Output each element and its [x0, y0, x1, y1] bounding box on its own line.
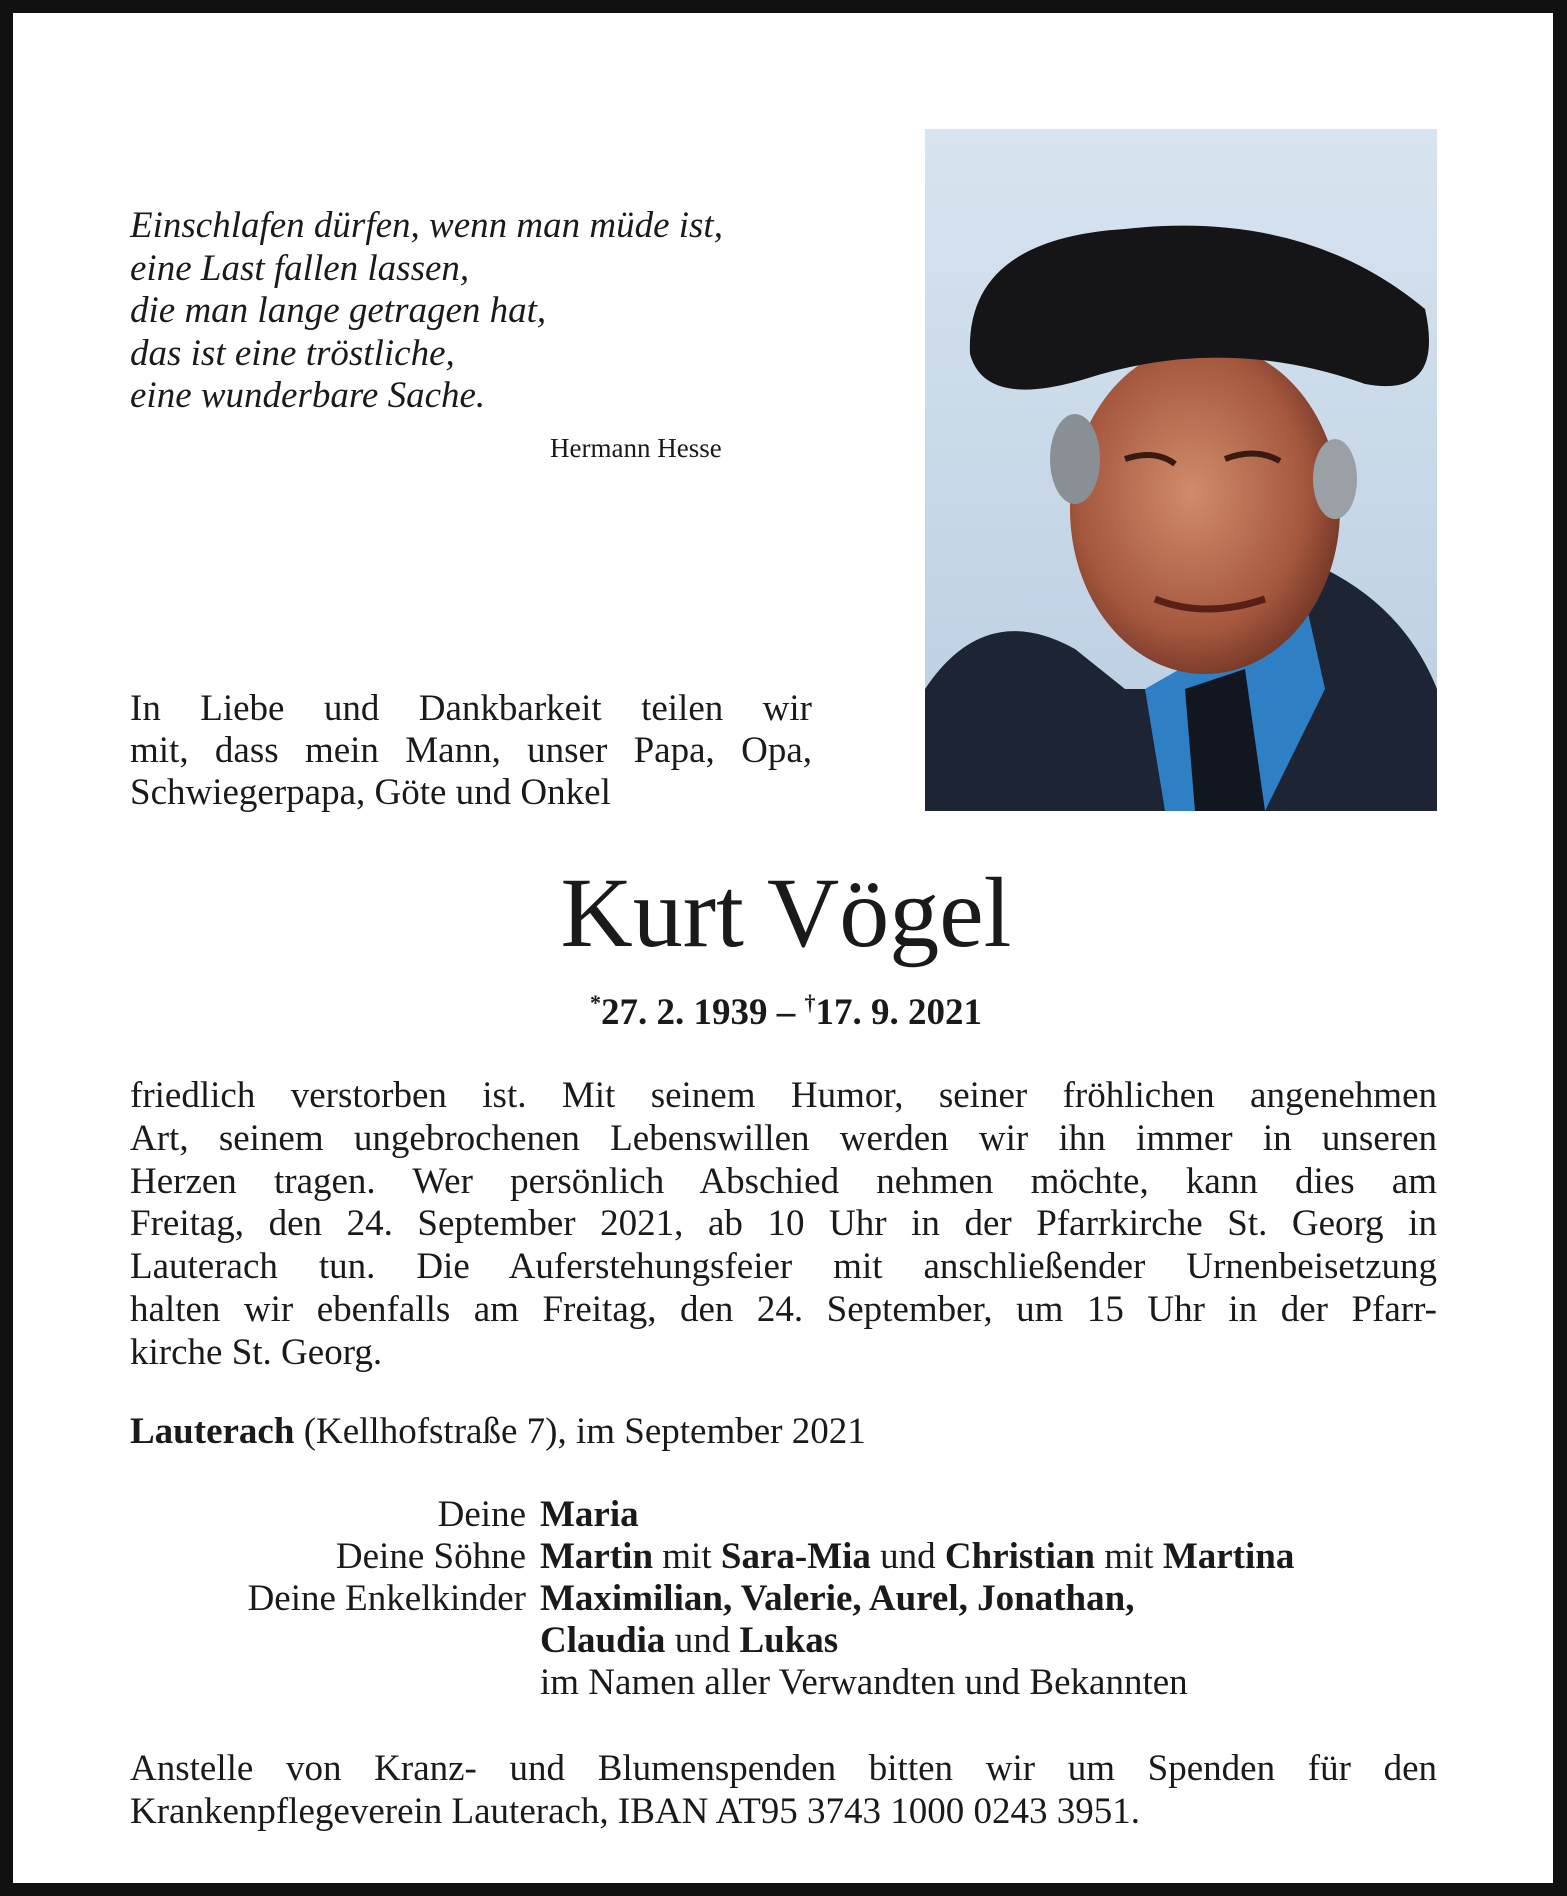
note-line: Anstelle von Kranz- und Blumenspenden bitten wir um Spenden für den — [130, 1748, 1437, 1789]
family-label: Deine Enkelkinder — [247, 1578, 526, 1619]
family-row — [130, 1662, 1294, 1704]
family-label: Deine Söhne — [335, 1536, 526, 1577]
family-names — [540, 1536, 1294, 1578]
intro-line: In Liebe und Dankbarkeit teilen wir — [130, 688, 812, 729]
life-dates — [0, 990, 1567, 1034]
quote-line: eine wunderbare Sache. — [130, 375, 486, 416]
connector-text: und — [665, 1620, 740, 1661]
quote-author: Hermann Hesse — [550, 433, 722, 463]
note-line: Krankenpflegeverein Lauterach, IBAN AT95 3743 1000 0243 3951. — [130, 1790, 1141, 1832]
family-member-name: Maria — [540, 1494, 639, 1535]
family-names — [540, 1494, 639, 1536]
family-label: Deine — [437, 1494, 526, 1535]
deceased-name: Kurt Vögel — [560, 857, 1012, 968]
family-member-name: Sara-Mia — [720, 1536, 871, 1577]
family-names — [540, 1578, 1134, 1620]
family-member-name: Christian — [944, 1536, 1095, 1577]
quote — [130, 205, 723, 418]
death-date: 17. 9. 2021 — [815, 992, 982, 1033]
birth-date: 27. 2. 1939 — [601, 992, 768, 1033]
family-member-name: Martin — [540, 1536, 654, 1577]
family-member-name: Claudia — [540, 1620, 666, 1661]
intro-text — [130, 688, 812, 814]
connector-text: mit — [1094, 1536, 1163, 1577]
family-names — [540, 1662, 1188, 1704]
quote-line: Einschlafen dürfen, wenn man müde ist, — [130, 205, 723, 246]
quote-line: die man lange getragen hat, — [130, 290, 547, 331]
family-names — [540, 1620, 838, 1662]
family-row — [130, 1578, 1294, 1620]
portrait-photo — [925, 129, 1437, 811]
family-member-name: Martina — [1162, 1536, 1295, 1577]
body-line: kirche St. Georg. — [130, 1331, 383, 1373]
donation-note — [130, 1748, 1437, 1833]
family-row — [130, 1620, 1294, 1662]
intro-line: mit, dass mein Mann, unser Papa, Opa, — [130, 730, 812, 771]
body-text — [130, 1075, 1437, 1375]
birth-star-icon: * — [590, 990, 601, 1015]
family-row — [130, 1536, 1294, 1578]
date-separator: – — [767, 992, 805, 1033]
death-cross-icon: † — [804, 990, 816, 1015]
body-line: friedlich verstorben ist. Mit seinem Humor, seiner fröhlichen angenehmen — [130, 1075, 1437, 1116]
body-line: Lauterach tun. Die Auferstehungsfeier mit anschließender Urnenbeisetzung — [130, 1246, 1437, 1288]
place-date-line — [130, 1410, 866, 1453]
connector-text: im Namen aller Verwandten und Bekannten — [540, 1662, 1188, 1703]
intro-line: Schwiegerpapa, Göte und Onkel — [130, 772, 611, 813]
body-line: Freitag, den 24. September 2021, ab 10 Uhr in der Pfarrkirche St. Georg in — [130, 1203, 1437, 1245]
body-line: Art, seinem ungebrochenen Lebenswillen werden wir ihn immer in unseren — [130, 1117, 1437, 1159]
body-line: halten wir ebenfalls am Freitag, den 24. September, um 15 Uhr in der Pfarr- — [130, 1288, 1437, 1330]
place-detail: (Kellhofstraße 7), im September 2021 — [294, 1411, 866, 1452]
family-signatures — [130, 1494, 1294, 1704]
quote-line: eine Last fallen lassen, — [130, 247, 470, 289]
family-label — [130, 1620, 540, 1662]
family-row — [130, 1494, 1294, 1536]
family-label — [130, 1662, 540, 1704]
connector-text: mit — [653, 1536, 721, 1577]
place-city: Lauterach — [130, 1411, 295, 1452]
quote-line: das ist eine tröstliche, — [130, 332, 455, 374]
body-line: Herzen tragen. Wer persönlich Abschied nehmen möchte, kann dies am — [130, 1160, 1437, 1202]
family-member-name: Maximilian, Valerie, Aurel, Jonathan, — [540, 1578, 1135, 1619]
family-member-name: Lukas — [739, 1620, 839, 1661]
connector-text: und — [870, 1536, 945, 1577]
